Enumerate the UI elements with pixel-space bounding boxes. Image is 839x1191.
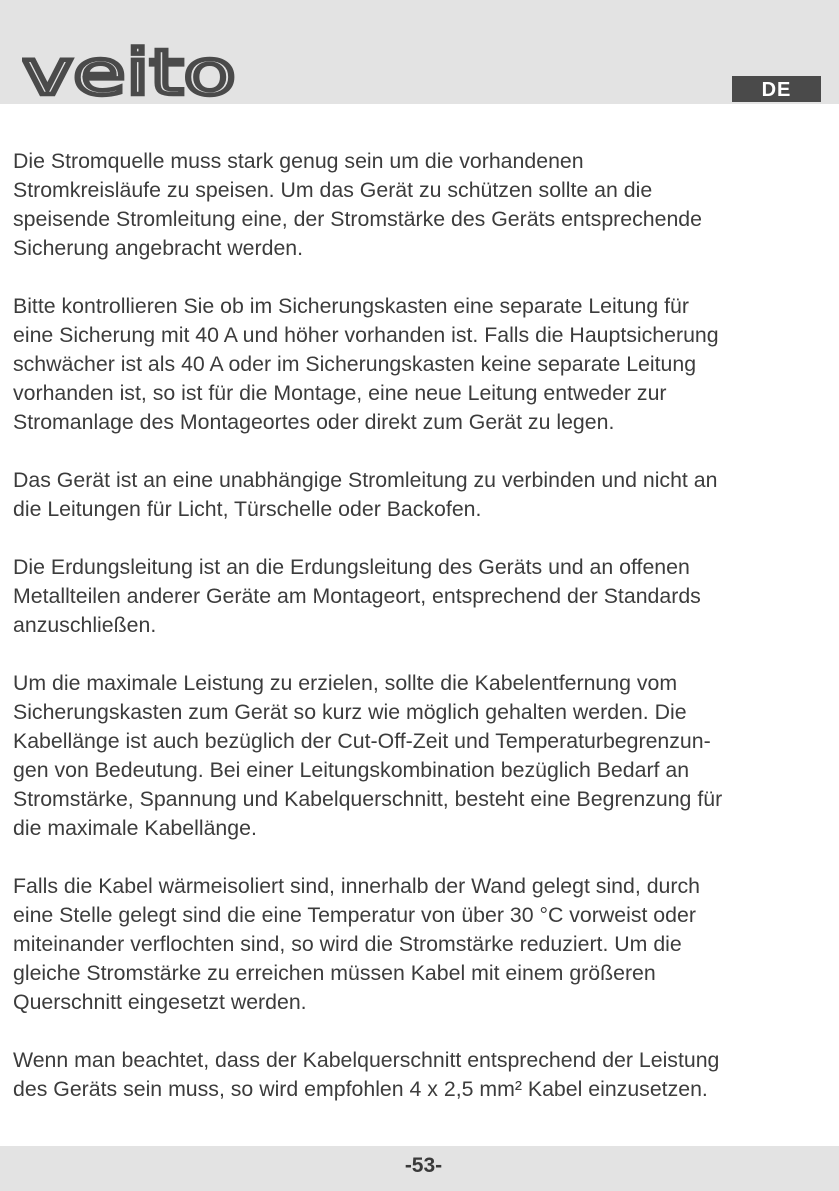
paragraph-insulated-cables: Falls die Kabel wärmeisoliert sind, innerhalb der Wand gelegt sind, durch eine Stelle gelegt sind die eine Temperatur von über 30 °C vorweist oder miteinander verflochten sind, so wird die Stromstärke reduziert. Um die gleiche Stromstärke zu erreichen müssen Kabel mit einem größeren Querschnitt eingesetzt werden. [13,874,700,1014]
paragraph-fuse-check: Bitte kontrollieren Sie ob im Sicherungskasten eine separate Leitung für eine Sicherung mit 40 A und höher vorhanden ist. Falls die Hauptsicherung schwächer ist als 40 A oder im Sicherungskasten keine separate Leitung vorhanden ist, so ist für die Montage, eine neue Leitung entweder zur Stromanlage des Montageortes oder direkt zum Gerät zu legen. [13,294,719,434]
page-header [0,0,839,106]
page-number: -53- [404,1154,443,1177]
paragraph-cable-length: Um die maximale Leistung zu erzielen, sollte die Kabelentfernung vom Sicherungskasten zum Gerät so kurz wie möglich gehalten werden. Die Kabellänge ist auch bezüglich der Cut-Off-Zeit und Temperaturbegrenzun- gen von Bedeutung. Bei einer Leitungskombination bezüglich Bedarf an Stromstärke, Spannung und Kabelquerschnitt, besteht eine Begrenzung für die maximale Kabellänge. [13,671,723,840]
paragraph-power-source: Die Stromquelle muss stark genug sein um die vorhandenen Stromkreisläufe zu speisen. Um das Gerät zu schützen sollte an die speisende Stromleitung eine, der Stromstärke des Geräts entsprechende Sicherung angebracht werden. [13,149,702,260]
document-body [13,147,828,1133]
paragraph-independent-line: Das Gerät ist an eine unabhängige Stromleitung zu verbinden und nicht an die Leitungen für Licht, Türschelle oder Backofen. [13,468,718,521]
language-badge: DE [732,76,821,102]
page-footer [0,1146,839,1191]
veito-logo [22,44,238,100]
paragraph-cable-recommendation: Wenn man beachtet, dass der Kabelquerschnitt entsprechend der Leistung des Geräts sein muss, so wird empfohlen 4 x 2,5 mm² Kabel einzusetzen. [13,1048,720,1101]
paragraph-grounding: Die Erdungsleitung ist an die Erdungsleitung des Geräts und an offenen Metallteilen anderer Geräte am Montageort, entsprechend der Standards anzuschließen. [13,555,701,637]
logo-text: veito [22,44,236,100]
